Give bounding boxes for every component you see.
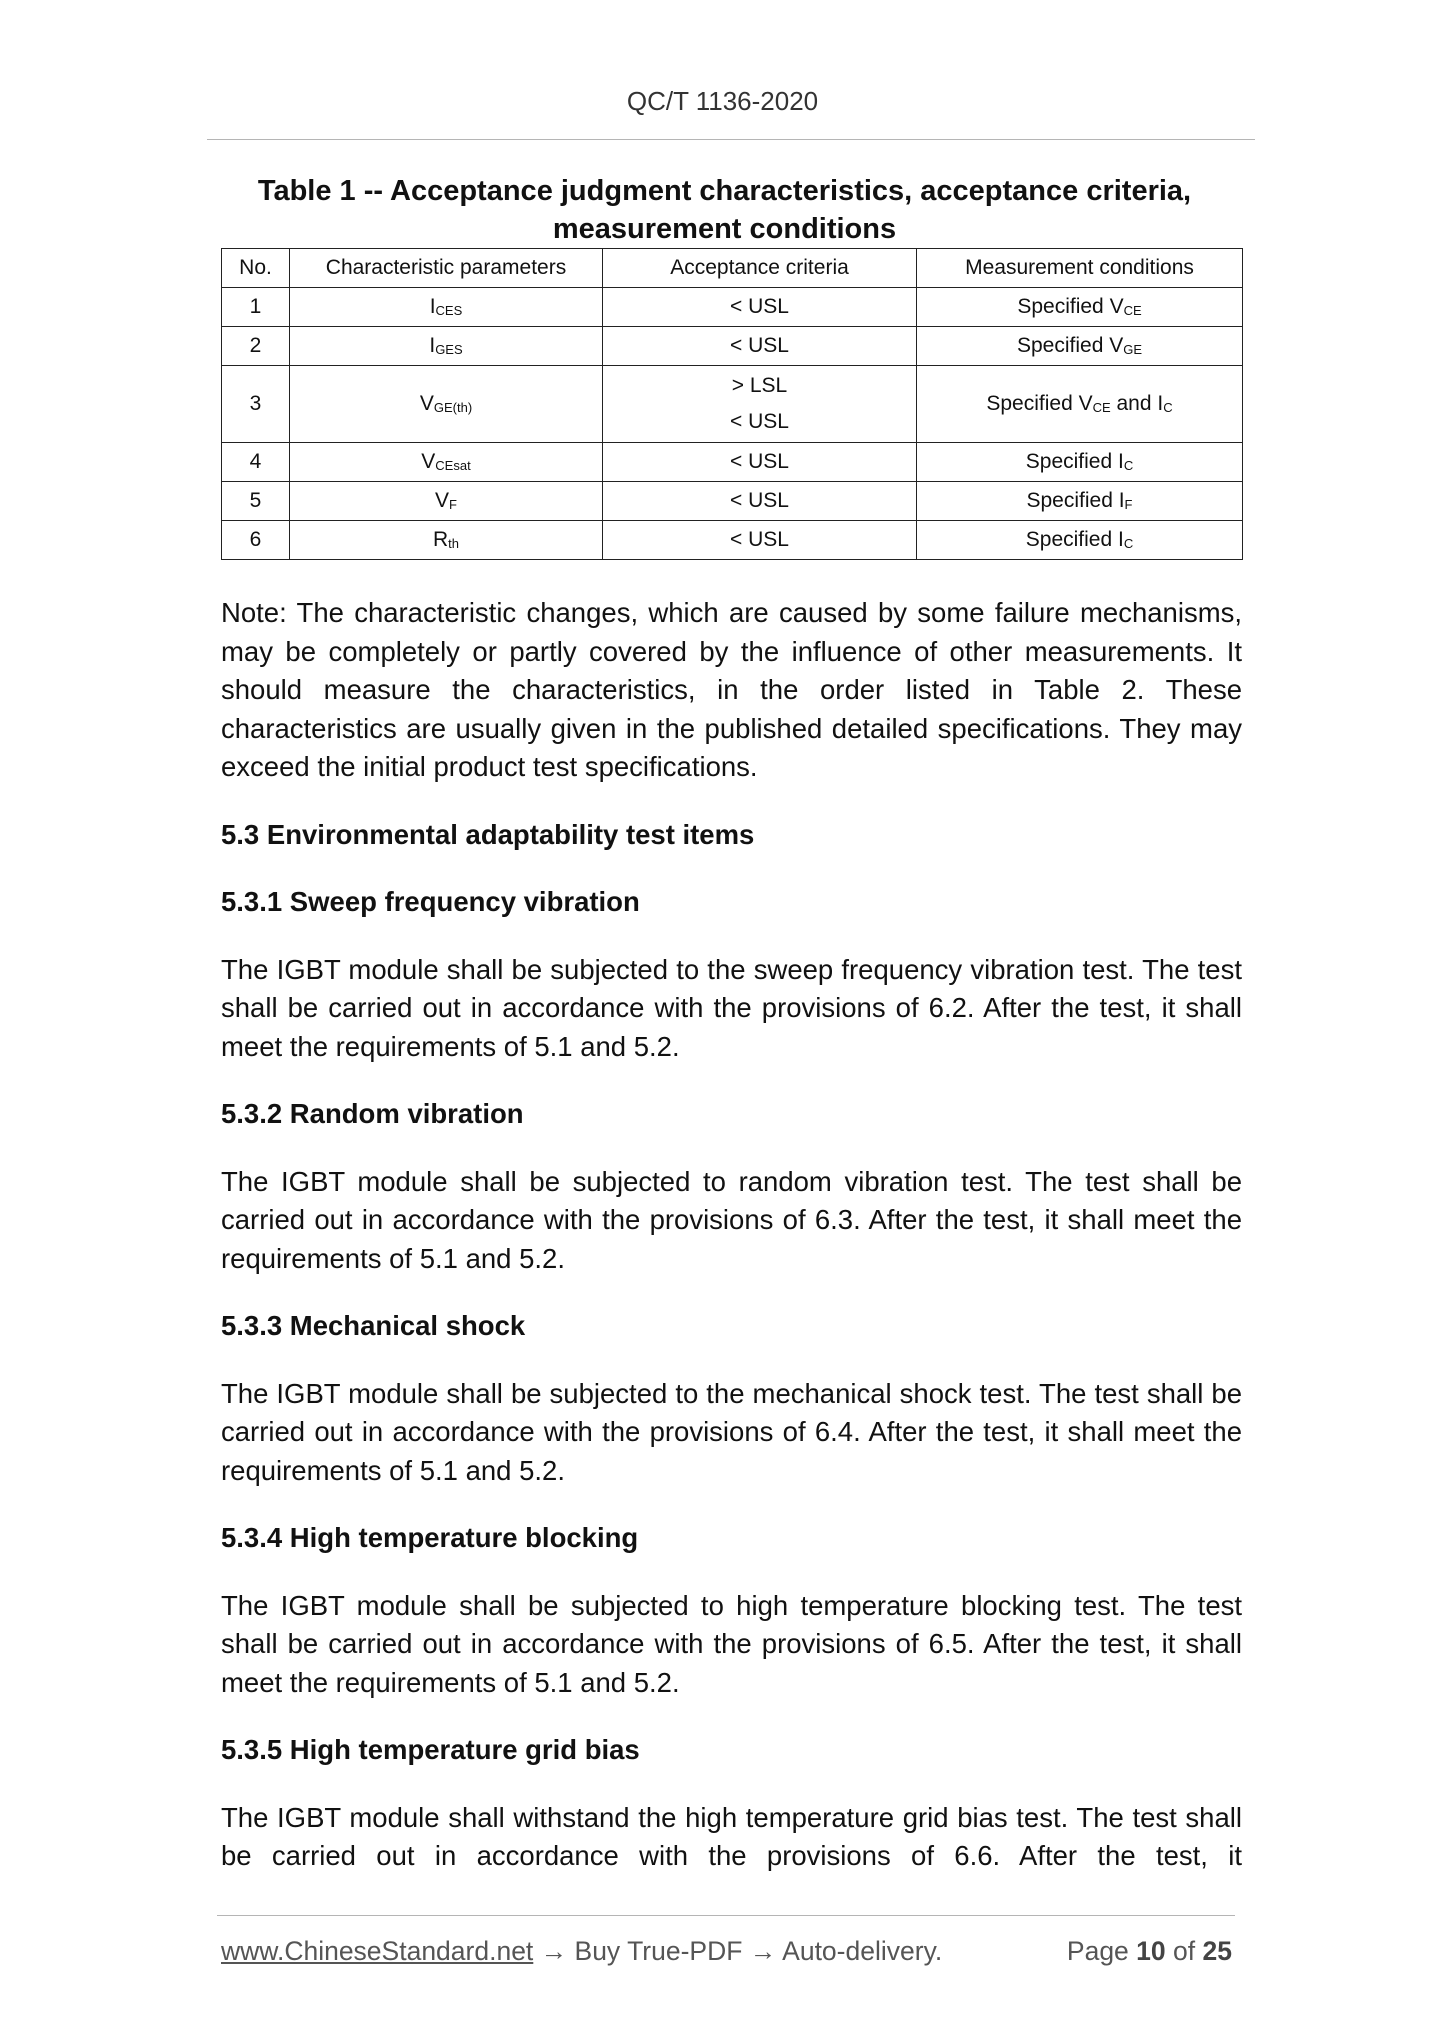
column-header-no: No. bbox=[222, 249, 290, 288]
column-header-criteria: Acceptance criteria bbox=[603, 249, 917, 288]
column-header-parameters: Characteristic parameters bbox=[290, 249, 603, 288]
characteristic-parameter: $R_{th}$ bbox=[290, 521, 603, 560]
measurement-condition: Specified $V_{CE}$ bbox=[917, 288, 1243, 327]
measurement-condition: Specified $I_C$ bbox=[917, 443, 1243, 482]
section-heading: 5.3 Environmental adaptability test items bbox=[221, 818, 755, 850]
table-row bbox=[222, 521, 1243, 560]
section-heading: 5.3.2 Random vibration bbox=[221, 1098, 524, 1129]
current-page-number: 10 bbox=[1136, 1936, 1166, 1966]
section-paragraph: The IGBT module shall be subjected to high temperature blocking test. The test shall be carried out in accordance with the provisions of 6.5. After the test, it shall meet the requirements of 5.1 and 5.2. bbox=[221, 1589, 1242, 1698]
footer-divider bbox=[217, 1915, 1235, 1916]
document-body bbox=[221, 594, 1242, 1905]
acceptance-criterion: < USL bbox=[603, 482, 917, 521]
section-paragraph: The IGBT module shall withstand the high temperature grid bias test. The test shall be carried out in accordance with the provisions of 6.6. After the test, it bbox=[221, 1801, 1242, 1871]
measurement-condition: Specified $V_{GE}$ bbox=[917, 327, 1243, 366]
table-row bbox=[222, 443, 1243, 482]
section-heading: 5.3.3 Mechanical shock bbox=[221, 1310, 526, 1341]
characteristic-parameter: $I_{GES}$ bbox=[290, 327, 603, 366]
characteristic-parameter: $V_{CEsat}$ bbox=[290, 443, 603, 482]
table-row bbox=[222, 482, 1243, 521]
criterion-upper-limit: < USL bbox=[730, 410, 789, 433]
table-row bbox=[222, 288, 1243, 327]
row-number: 4 bbox=[222, 443, 290, 482]
row-number: 5 bbox=[222, 482, 290, 521]
acceptance-criterion bbox=[603, 366, 917, 443]
row-number: 1 bbox=[222, 288, 290, 327]
acceptance-criteria-table bbox=[221, 248, 1243, 560]
characteristic-parameter: $I_{CES}$ bbox=[290, 288, 603, 327]
table-row bbox=[222, 366, 1243, 443]
table-header-row bbox=[222, 249, 1243, 288]
table-caption-line-1: Table 1 -- Acceptance judgment characteristics, acceptance criteria, bbox=[257, 175, 1192, 207]
table-note: Note: The characteristic changes, which are caused by some failure mechanisms, may be completely or partly covered by the influence of other measurements. It should measure the characteristics, in the order listed in Table 2. These characteristics are usually given in the published detailed specifications. They may exceed the initial product test specifications. bbox=[221, 597, 1242, 782]
site-link[interactable]: www.ChineseStandard.net bbox=[221, 1936, 534, 1966]
characteristic-parameter: $V_F$ bbox=[290, 482, 603, 521]
characteristic-parameter: $V_{GE(th)}$ bbox=[290, 366, 603, 443]
section-paragraph: The IGBT module shall be subjected to the mechanical shock test. The test shall be carried out in accordance with the provisions of 6.4. After the test, it shall meet the requirements of 5.1 and 5.2. bbox=[221, 1377, 1242, 1486]
total-page-count: 25 bbox=[1202, 1936, 1232, 1966]
page-indicator: Page 10 of 25 bbox=[1066, 1936, 1232, 1966]
section-heading: 5.3.4 High temperature blocking bbox=[221, 1522, 639, 1553]
section-paragraph: The IGBT module shall be subjected to random vibration test. The test shall be carried out in accordance with the provisions of 6.3. After the test, it shall meet the requirements of 5.1 and 5.2. bbox=[221, 1165, 1242, 1274]
measurement-condition: Specified $I_F$ bbox=[917, 482, 1243, 521]
column-header-conditions: Measurement conditions bbox=[917, 249, 1243, 288]
footer-promo-text: → Buy True-PDF → Auto-delivery. bbox=[533, 1936, 943, 1966]
document-code-header: QC/T 1136-2020 bbox=[626, 86, 819, 116]
row-number: 6 bbox=[222, 521, 290, 560]
table-caption bbox=[207, 172, 1242, 248]
section-heading: 5.3.1 Sweep frequency vibration bbox=[221, 886, 640, 917]
acceptance-criterion: < USL bbox=[603, 521, 917, 560]
criterion-lower-limit: > LSL bbox=[731, 374, 788, 397]
measurement-condition: Specified $I_C$ bbox=[917, 521, 1243, 560]
measurement-condition: Specified $V_{CE}$ and $I_C$ bbox=[917, 366, 1243, 443]
footer-promo bbox=[221, 1936, 942, 1967]
table-caption-line-2: measurement conditions bbox=[552, 213, 897, 245]
row-number: 3 bbox=[222, 366, 290, 443]
section-paragraph: The IGBT module shall be subjected to the sweep frequency vibration test. The test shall be carried out in accordance with the provisions of 6.2. After the test, it shall meet the requirements of 5.1 and 5.2. bbox=[221, 953, 1242, 1062]
acceptance-criterion: < USL bbox=[603, 288, 917, 327]
header-divider bbox=[207, 139, 1255, 140]
acceptance-criterion: < USL bbox=[603, 443, 917, 482]
table-row bbox=[222, 327, 1243, 366]
acceptance-criterion: < USL bbox=[603, 327, 917, 366]
section-heading: 5.3.5 High temperature grid bias bbox=[221, 1734, 640, 1765]
row-number: 2 bbox=[222, 327, 290, 366]
